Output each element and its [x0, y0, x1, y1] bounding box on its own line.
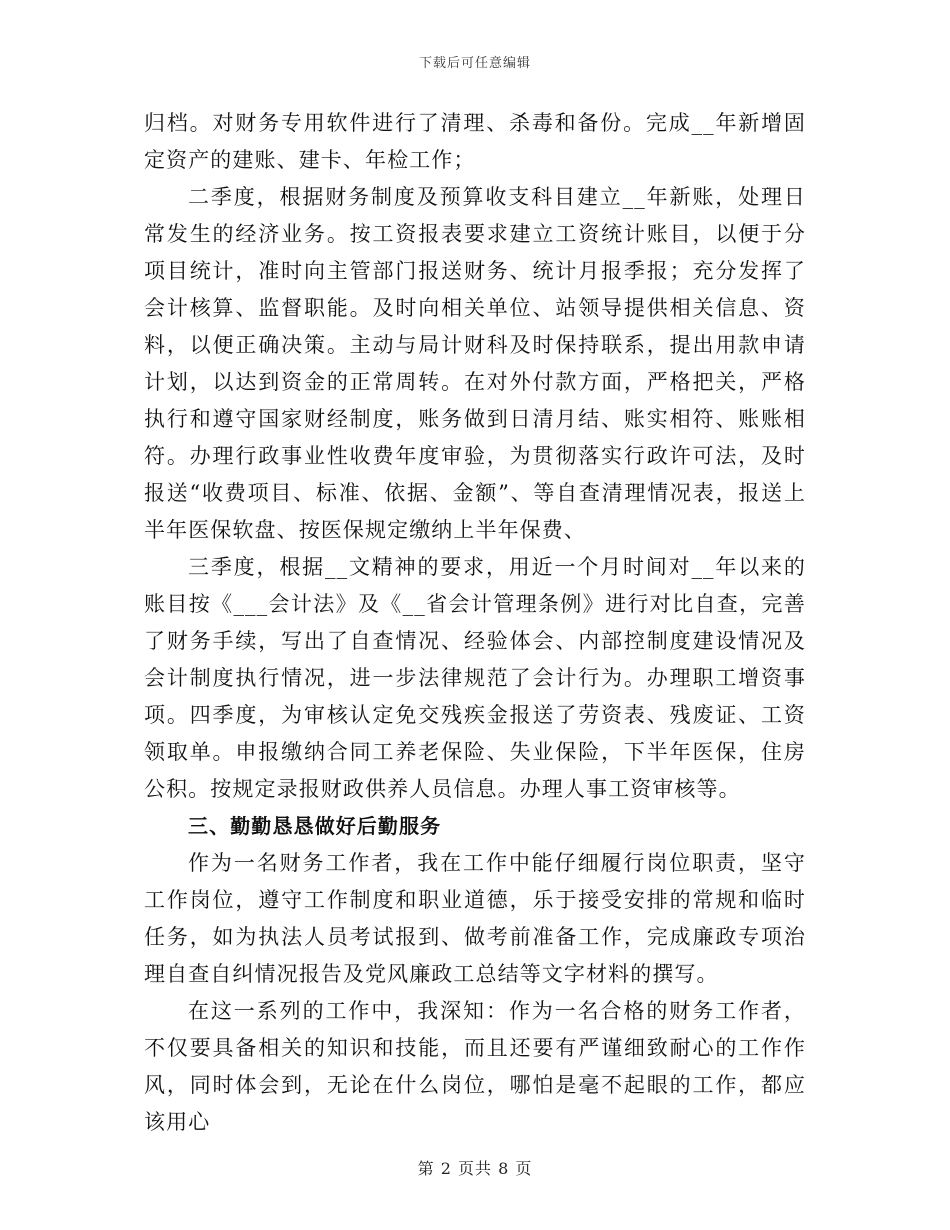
paragraph-q2: 二季度，根据财务制度及预算收支科目建立__年新账，处理日常发生的经济业务。按工资报表要求建立工资统计账目，以便于分项目统计，准时向主管部门报送财务、统计月报季报；充分发挥了会计核算、监督职能。及时向相关单位、站领导提供相关信息、资料，以便正确决策。主动与局计财科及时保持联系，提出用款申请计划，以达到资金的正常周转。在对外付款方面，严格把关，严格执行和遵守国家财经制度，账务做到日清月结、账实相符、账账相符。办理行政事业性收费年度审验，为贯彻落实行政许可法，及时报送“收费项目、标准、依据、金额”、等自查清理情况表，报送上半年医保软盘、按医保规定缴纳上半年保费、 [144, 185, 806, 542]
document-body [144, 105, 806, 1141]
paragraph-archive: 归档。对财务专用软件进行了清理、杀毒和备份。完成__年新增固定资产的建账、建卡、年检工作； [144, 111, 806, 172]
page-header-note: 下载后可任意编辑 [418, 56, 531, 71]
paragraph-q3: 三季度，根据__文精神的要求，用近一个月时间对__年以来的账目按《___会计法》及《__省会计管理条例》进行对比自查，完善了财务手续，写出了自查情况、经验体会、内部控制度建设情况及会计制度执行情况，进一步法律规范了会计行为。办理职工增资事项。四季度，为审核认定免交残疾金报送了劳资表、残废证、工资领取单。申报缴纳合同工养老保险、失业保险，下半年医保，住房公积。按规定录报财政供养人员信息。办理人事工资审核等。 [144, 555, 806, 801]
section-heading-logistics: 三、勤勤恳恳做好后勤服务 [188, 814, 442, 838]
paragraph-duties: 作为一名财务工作者，我在工作中能仔细履行岗位职责，坚守工作岗位，遵守工作制度和职业道德，乐于接受安排的常规和临时任务，如为执法人员考试报到、做考前准备工作，完成廉政专项治理自查自纠情况报告及党风廉政工总结等文字材料的撰写。 [144, 851, 806, 986]
paragraph-reflection: 在这一系列的工作中，我深知：作为一名合格的财务工作者，不仅要具备相关的知识和技能，而且还要有严谨细致耐心的工作作风，同时体会到，无论在什么岗位，哪怕是毫不起眼的工作，都应该用心 [144, 999, 806, 1134]
page-number: 第 2 页共 8 页 [417, 1159, 533, 1178]
